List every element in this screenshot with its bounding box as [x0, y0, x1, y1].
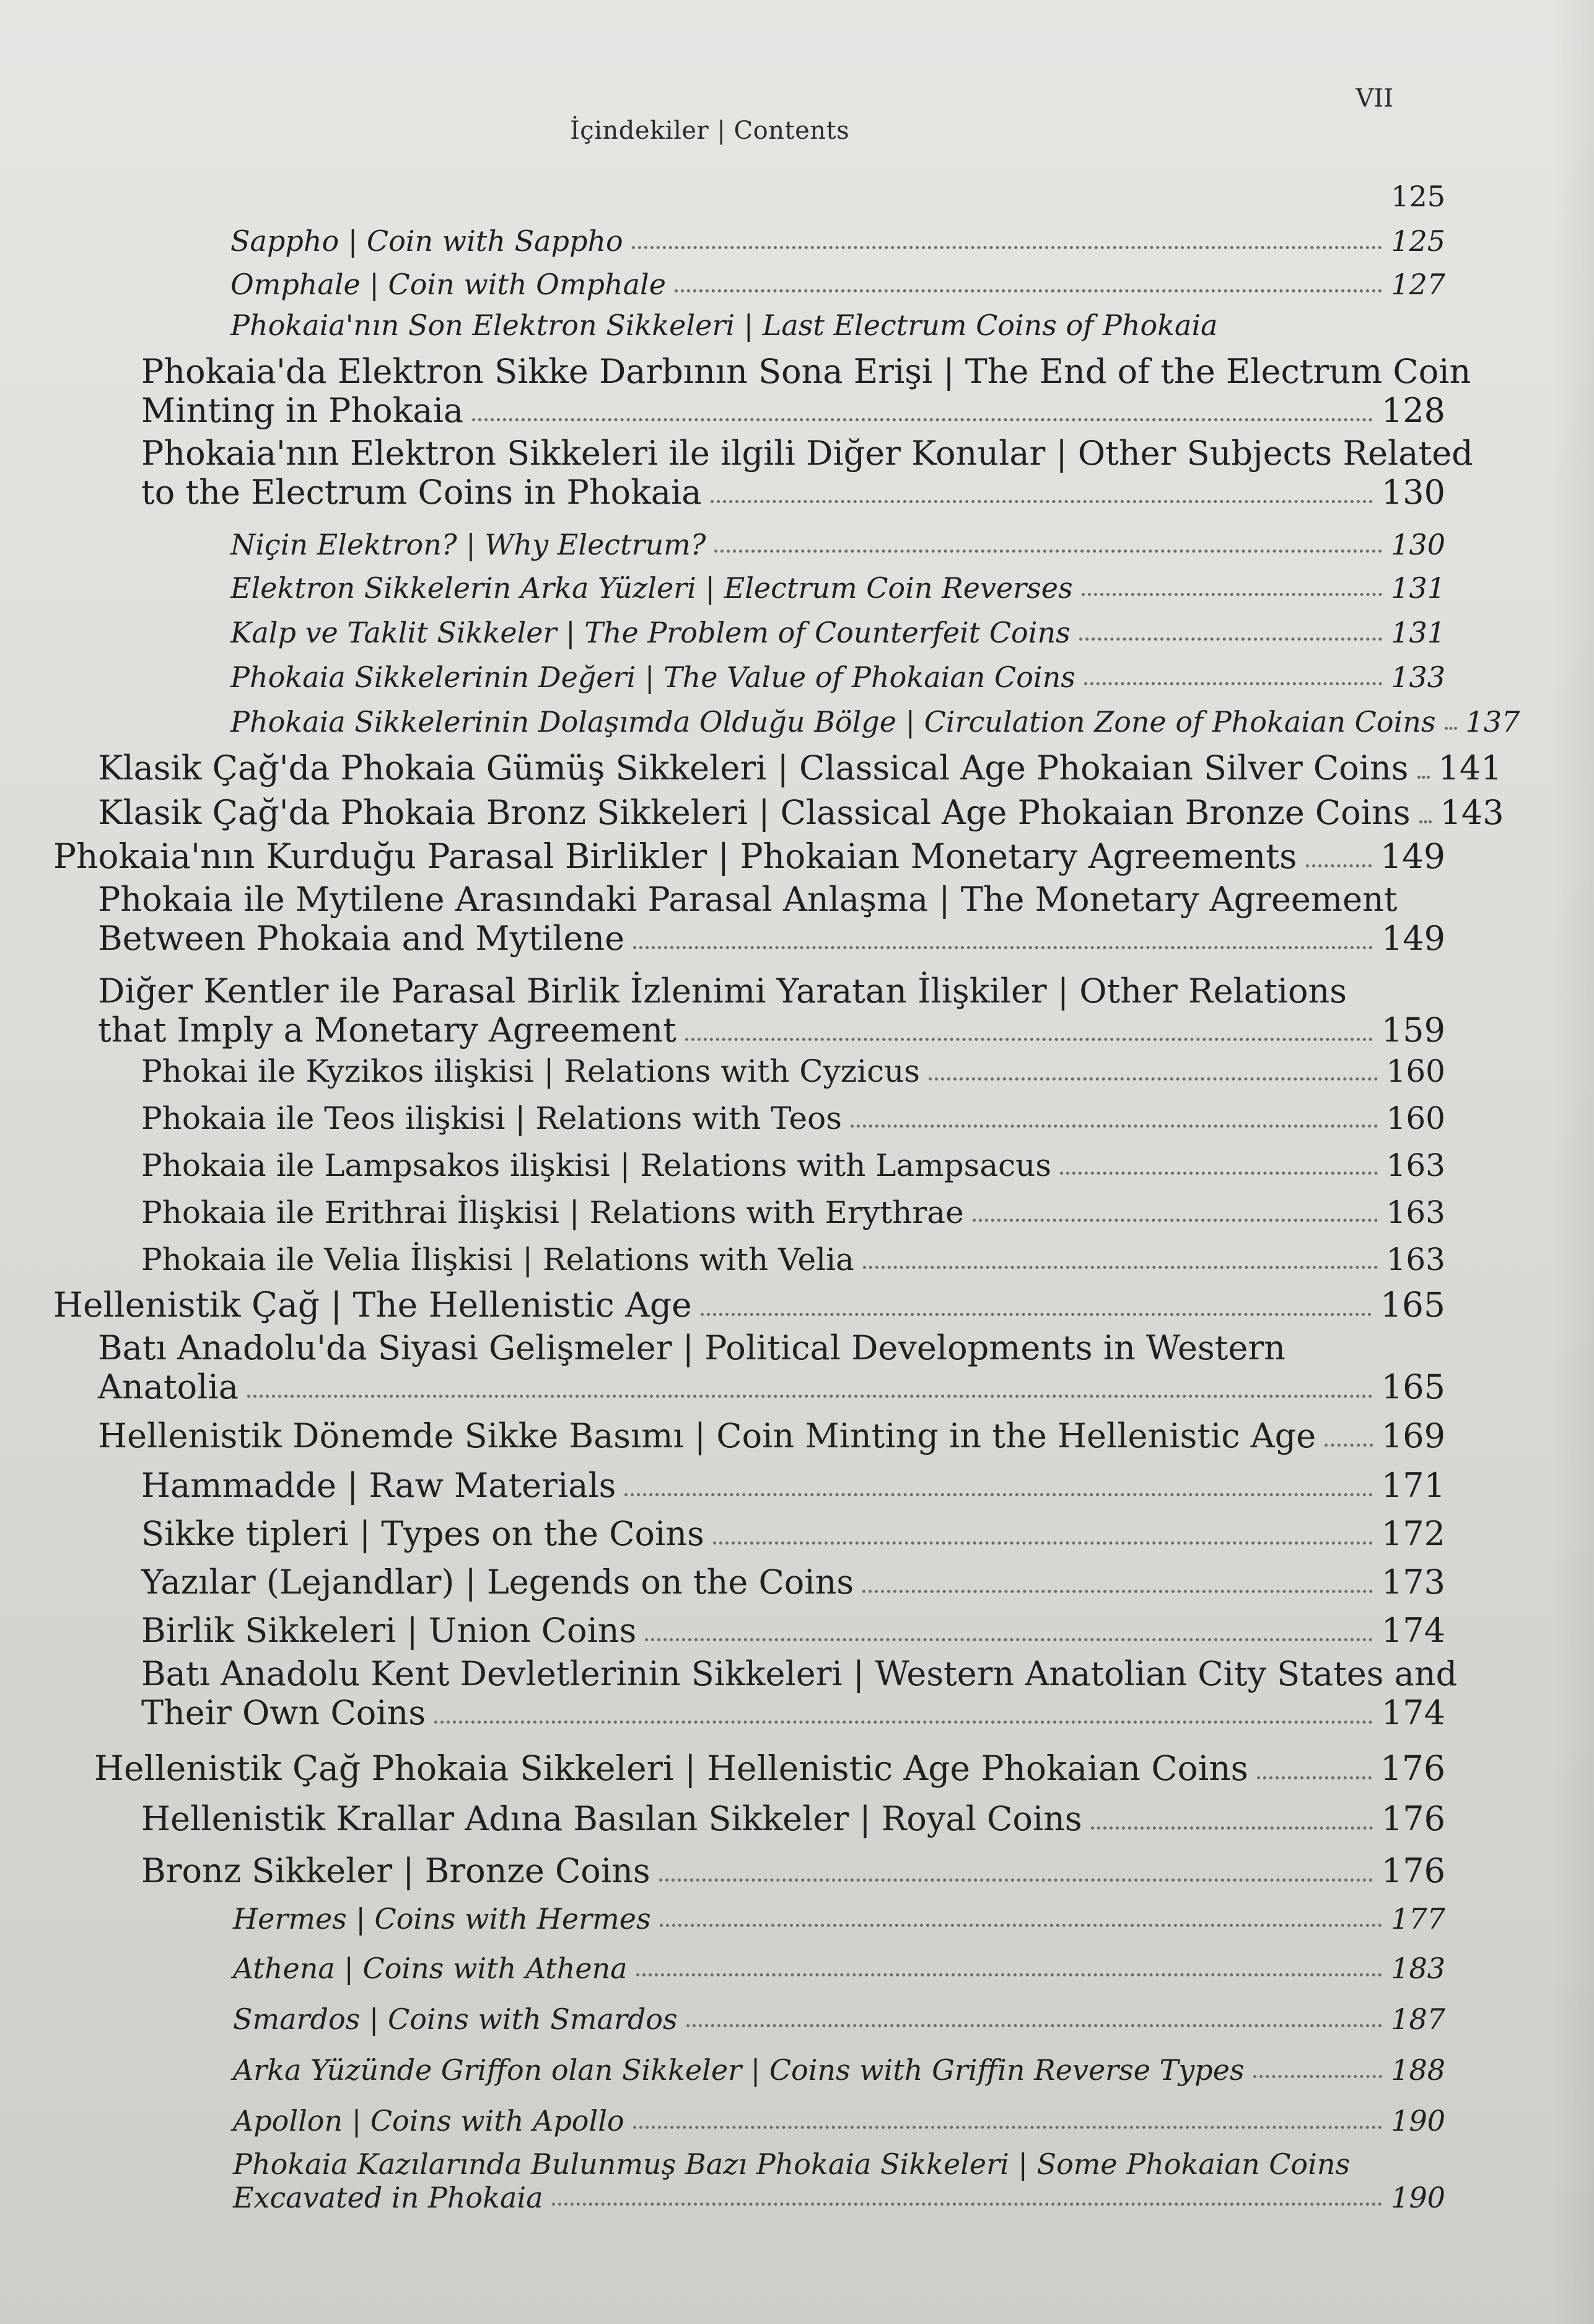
toc-entry-title: Yazılar (Lejandlar) | Legends on the Coins	[141, 1563, 854, 1602]
toc-entry[interactable]	[141, 1100, 1445, 1136]
toc-entry-page: 160	[1386, 1053, 1445, 1089]
toc-orphan-page-number: 125	[1391, 180, 1445, 213]
toc-entry[interactable]	[141, 1654, 1458, 1732]
dot-leader	[247, 1395, 1373, 1398]
dot-leader	[711, 500, 1373, 503]
toc-entry-title: Hermes | Coins with Hermes	[233, 1902, 651, 1936]
toc-entry-title: Elektron Sikkelerin Arka Yüzleri | Electrum Coin Reverses	[230, 571, 1073, 605]
toc-entry[interactable]	[230, 660, 1445, 694]
dot-leader	[1257, 1776, 1372, 1779]
dot-leader	[472, 418, 1373, 421]
toc-entry-title: Hellenistik Çağ | The Hellenistic Age	[53, 1285, 692, 1325]
toc-entry-title: Niçin Elektron? | Why Electrum?	[230, 528, 706, 561]
dot-leader	[1325, 1444, 1373, 1447]
toc-entry-page: 131	[1391, 616, 1445, 649]
dot-leader	[633, 2126, 1383, 2129]
dot-leader	[701, 1313, 1372, 1316]
toc-entry-page: 165	[1381, 1367, 1445, 1406]
toc-entry[interactable]	[233, 1952, 1445, 1985]
toc-entry-page: 163	[1386, 1242, 1445, 1278]
toc-entry[interactable]	[233, 2147, 1445, 2214]
toc-entry-title-continued: Their Own Coins	[141, 1693, 426, 1732]
dot-leader	[1253, 2075, 1383, 2078]
toc-entry[interactable]	[141, 434, 1473, 512]
dot-leader	[1417, 776, 1430, 779]
toc-entry[interactable]	[98, 748, 1502, 787]
toc-entry[interactable]	[230, 528, 1445, 561]
toc-entry-title: Bronz Sikkeler | Bronze Coins	[141, 1851, 650, 1890]
toc-entry-page: 130	[1391, 528, 1445, 561]
toc-entry-page: 149	[1380, 836, 1445, 876]
toc-entry[interactable]	[141, 1799, 1445, 1838]
toc-entry-title: Birlik Sikkeleri | Union Coins	[141, 1611, 637, 1650]
toc-entry[interactable]	[230, 309, 1218, 342]
toc-entry[interactable]	[98, 971, 1445, 1050]
toc-entry[interactable]	[233, 2053, 1445, 2087]
toc-entry-page: 165	[1380, 1285, 1445, 1325]
toc-entry-title: Hellenistik Çağ Phokaia Sikkeleri | Hellenistic Age Phokaian Coins	[94, 1748, 1248, 1788]
toc-entry[interactable]	[98, 880, 1445, 958]
toc-entry-page: 172	[1381, 1514, 1445, 1553]
toc-entry-title: Phokaia ile Mytilene Arasındaki Parasal Anlaşma | The Monetary Agreement	[98, 880, 1398, 919]
toc-entry-page: 176	[1381, 1799, 1445, 1838]
toc-entry-page: 159	[1381, 1011, 1445, 1050]
dot-leader	[929, 1077, 1378, 1081]
toc-entry-title: Phokaia Kazılarında Bulunmuş Bazı Phokaia Sikkeleri | Some Phokaian Coins	[233, 2147, 1351, 2181]
toc-entry-page: 171	[1381, 1466, 1445, 1505]
dot-leader	[434, 1721, 1373, 1724]
toc-entry[interactable]	[141, 1563, 1445, 1602]
toc-entry[interactable]	[141, 352, 1471, 430]
toc-entry-page: 130	[1381, 473, 1445, 512]
toc-entry[interactable]	[230, 571, 1445, 605]
toc-entry-title: Apollon | Coins with Apollo	[233, 2104, 624, 2138]
toc-entry-page: 131	[1391, 571, 1445, 605]
toc-entry-title: Hellenistik Krallar Adına Basılan Sikkeler | Royal Coins	[141, 1799, 1082, 1838]
dot-leader	[675, 289, 1382, 292]
toc-entry-page: 149	[1381, 919, 1445, 958]
toc-entry[interactable]	[98, 793, 1504, 832]
toc-entry[interactable]	[141, 1851, 1445, 1890]
dot-leader	[636, 1973, 1383, 1976]
dot-leader	[1419, 820, 1432, 823]
toc-entry-title: Batı Anadolu Kent Devletlerinin Sikkeleri | Western Anatolian City States and	[141, 1654, 1458, 1693]
toc-entry[interactable]	[230, 268, 1445, 301]
dot-leader	[851, 1125, 1378, 1128]
toc-entry-title: Phokaia'nın Elektron Sikkeleri ile ilgili Diğer Konular | Other Subjects Related	[141, 434, 1473, 473]
dot-leader	[645, 1638, 1373, 1641]
toc-entry[interactable]	[94, 1748, 1445, 1788]
toc-entry[interactable]	[141, 1053, 1445, 1089]
toc-entry-title: Phokaia ile Velia İlişkisi | Relations with Velia	[141, 1242, 854, 1278]
toc-entry[interactable]	[53, 1285, 1445, 1325]
toc-entry-title: Hammadde | Raw Materials	[141, 1466, 616, 1505]
toc-entry-title: Phokaia Sikkelerinin Dolaşımda Olduğu Bölge | Circulation Zone of Phokaian Coins	[230, 705, 1436, 739]
toc-entry-page: 176	[1380, 1748, 1445, 1788]
toc-entry-title: Batı Anadolu'da Siyasi Gelişmeler | Political Developments in Western	[98, 1328, 1285, 1367]
toc-entry-title-continued: Between Phokaia and Mytilene	[98, 919, 625, 958]
toc-entry-title-continued: that Imply a Monetary Agreement	[98, 1011, 677, 1050]
toc-entry-title-continued: to the Electrum Coins in Phokaia	[141, 473, 702, 512]
toc-entry-page: 163	[1386, 1195, 1445, 1230]
toc-entry-page: 125	[1391, 224, 1445, 258]
toc-entry-page: 169	[1381, 1416, 1445, 1455]
toc-entry[interactable]	[230, 705, 1520, 739]
toc-entry-title: Phokaia'da Elektron Sikke Darbının Sona Erişi | The End of the Electrum Coin	[141, 352, 1471, 391]
toc-entry[interactable]	[98, 1328, 1445, 1406]
toc-entry-title: Phokaia ile Lampsakos ilişkisi | Relations with Lampsacus	[141, 1147, 1051, 1183]
toc-entry-title: Phokaia'nın Kurduğu Parasal Birlikler | Phokaian Monetary Agreements	[53, 836, 1297, 876]
toc-entry-title: Arka Yüzünde Griffon olan Sikkeler | Coins with Griffin Reverse Types	[233, 2053, 1245, 2087]
page-number: VII	[1355, 84, 1393, 113]
toc-entry-page: 127	[1391, 268, 1445, 301]
toc-entry-page: 174	[1381, 1611, 1445, 1650]
toc-entry[interactable]	[141, 1611, 1445, 1650]
toc-entry[interactable]	[233, 2104, 1445, 2138]
toc-entry-title: Smardos | Coins with Smardos	[233, 2002, 678, 2036]
dot-leader	[632, 246, 1382, 249]
toc-entry-page: 188	[1391, 2053, 1445, 2087]
dot-leader	[1079, 638, 1382, 641]
toc-entry-title: Sappho | Coin with Sappho	[230, 224, 623, 258]
toc-entry[interactable]	[230, 224, 1445, 258]
running-header: İçindekiler | Contents	[570, 116, 850, 145]
toc-entry-page: 163	[1386, 1147, 1445, 1183]
toc-entry-page: 176	[1381, 1851, 1445, 1890]
dot-leader	[624, 1493, 1373, 1496]
toc-entry-title: Phokaia Sikkelerinin Değeri | The Value of Phokaian Coins	[230, 660, 1075, 694]
toc-entry-page: 137	[1465, 705, 1520, 739]
dot-leader	[973, 1219, 1378, 1222]
toc-entry-page: 173	[1381, 1563, 1445, 1602]
toc-entry[interactable]	[233, 1902, 1445, 1936]
dot-leader	[1306, 864, 1372, 867]
toc-entry-page: 183	[1391, 1952, 1445, 1985]
toc-entry-page: 143	[1440, 793, 1504, 832]
toc-entry[interactable]	[53, 836, 1445, 876]
dot-leader	[863, 1266, 1378, 1269]
toc-entry-page: 133	[1391, 660, 1445, 694]
toc-entry-title-continued: Minting in Phokaia	[141, 391, 464, 430]
toc-entry[interactable]	[230, 616, 1445, 649]
toc-entry-page: 160	[1386, 1100, 1445, 1136]
dot-leader	[552, 2203, 1383, 2206]
toc-entry-title: Athena | Coins with Athena	[233, 1952, 628, 1985]
toc-entry[interactable]	[98, 1416, 1445, 1455]
toc-entry[interactable]	[141, 1195, 1445, 1230]
dot-leader	[660, 1924, 1383, 1927]
toc-entry[interactable]	[141, 1466, 1445, 1505]
toc-entry-title-continued: Excavated in Phokaia	[233, 2181, 543, 2214]
dot-leader	[714, 550, 1382, 553]
toc-entry-title: Hellenistik Dönemde Sikke Basımı | Coin Minting in the Hellenistic Age	[98, 1416, 1316, 1455]
toc-entry-title: Klasik Çağ'da Phokaia Gümüş Sikkeleri | Classical Age Phokaian Silver Coins	[98, 748, 1409, 787]
toc-entry[interactable]	[141, 1514, 1445, 1553]
toc-entry-title: Phokaia ile Teos ilişkisi | Relations with Teos	[141, 1100, 842, 1136]
toc-entry-title: Kalp ve Taklit Sikkeler | The Problem of Counterfeit Coins	[230, 616, 1071, 649]
dot-leader	[633, 946, 1373, 949]
toc-entry-title: Phokai ile Kyzikos ilişkisi | Relations with Cyzicus	[141, 1053, 920, 1089]
dot-leader	[1060, 1172, 1378, 1175]
toc-entry-title: Phokaia'nın Son Elektron Sikkeleri | Last Electrum Coins of Phokaia	[230, 309, 1218, 342]
toc-entry-title: Phokaia ile Erithrai İlişkisi | Relations with Erythrae	[141, 1195, 964, 1230]
dot-leader	[1084, 682, 1382, 685]
toc-entry-page: 141	[1438, 748, 1502, 787]
toc-entry[interactable]	[233, 2002, 1445, 2036]
toc-entry-page: 128	[1381, 391, 1445, 430]
toc-entry-title: Omphale | Coin with Omphale	[230, 268, 666, 301]
toc-entry-page: 190	[1391, 2181, 1445, 2214]
toc-entry-page: 190	[1391, 2104, 1445, 2138]
toc-entry[interactable]	[141, 1147, 1445, 1183]
toc-entry-page: 174	[1381, 1693, 1445, 1732]
toc-entry-title-continued: Anatolia	[98, 1367, 239, 1406]
dot-leader	[685, 1038, 1373, 1041]
dot-leader	[1445, 727, 1457, 730]
toc-entry-page: 187	[1391, 2002, 1445, 2036]
toc-entry[interactable]	[141, 1242, 1445, 1278]
toc-entry-page: 177	[1391, 1902, 1445, 1936]
dot-leader	[1082, 593, 1383, 596]
toc-entry-title: Diğer Kentler ile Parasal Birlik İzlenimi Yaratan İlişkiler | Other Relations	[98, 971, 1347, 1011]
toc-entry-title: Sikke tipleri | Types on the Coins	[141, 1514, 704, 1553]
dot-leader	[686, 2024, 1383, 2027]
dot-leader	[862, 1590, 1373, 1593]
toc-entry-title: Klasik Çağ'da Phokaia Bronz Sikkeleri | Classical Age Phokaian Bronze Coins	[98, 793, 1411, 832]
dot-leader	[659, 1879, 1373, 1882]
dot-leader	[713, 1541, 1373, 1545]
dot-leader	[1091, 1826, 1373, 1830]
